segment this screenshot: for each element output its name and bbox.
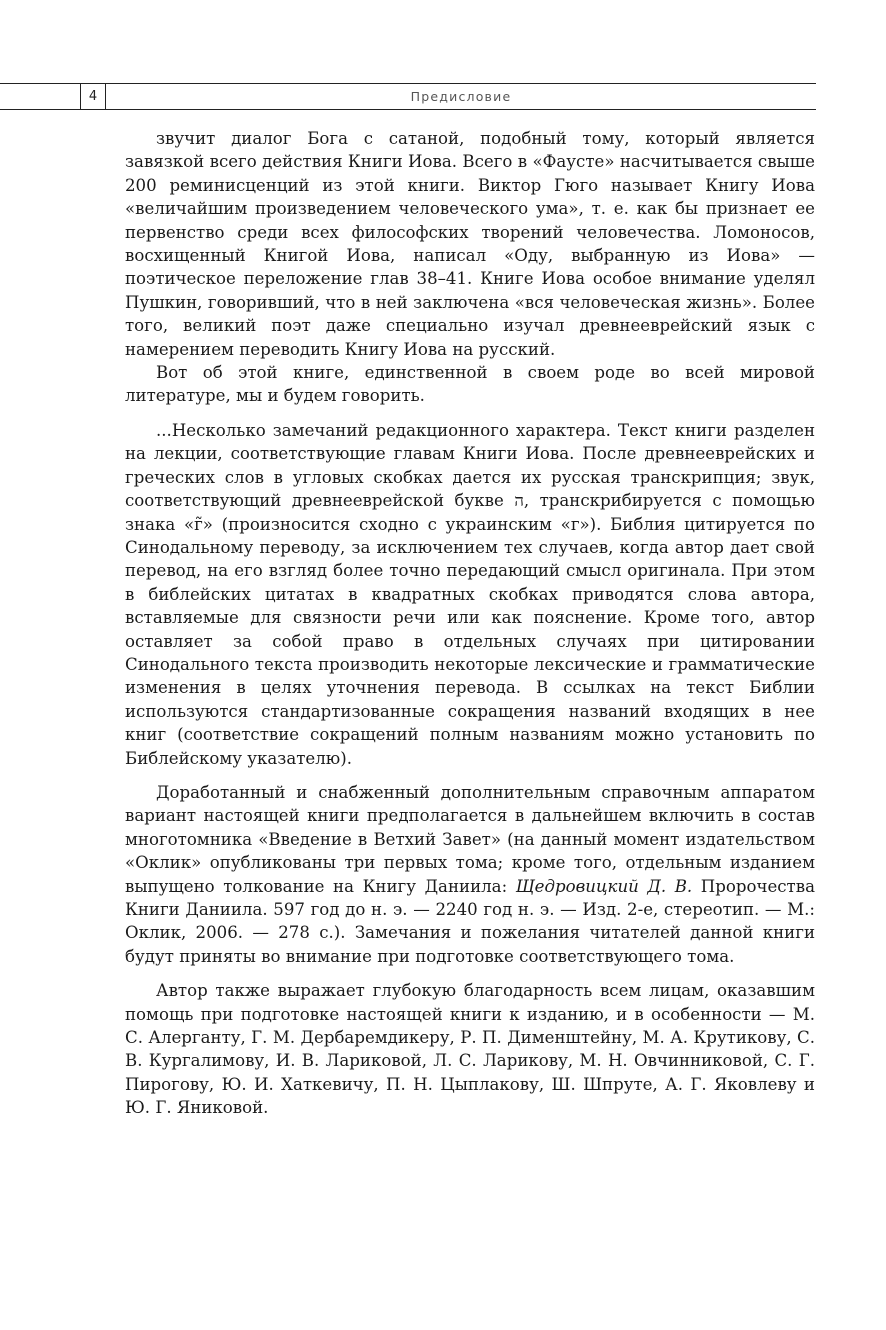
section-title: Предисловие xyxy=(410,89,512,104)
page-number: 4 xyxy=(80,84,106,109)
paragraph-intro-conclusion: Вот об этой книге, единственной в своем роде во всей мировой литературе, мы и будем говорить. xyxy=(125,363,815,406)
paragraph-faust: звучит диалог Бога с сатаной, подобный тому, который является завязкой всего действия Книги Иова. Всего в «Фаусте» насчитывается свыше 200 реминисценций из этой книги. Виктор Гюго называет Книгу Иова «величайшим произведением человеческого ума», т. е. как бы признает ее первенство среди всех философских творений человечества. Ломоносов, восхищенный Книгой Иова, написал «Оду, выбранную из Иова» — поэтическое переложение глав 38–41. Книге Иова особое внимание уделял Пушкин, говоривший, что в ней заключена «вся человеческая жизнь». Более того, великий поэт даже специально изучал древнееврейский язык с намерением переводить Книгу Иова на русский. xyxy=(125,129,815,359)
paragraph-editorial-notes: ...Несколько замечаний редакционного характера. Текст книги разделен на лекции, соответствующие главам Книги Иова. После древнееврейских и греческих слов в угловых скобках дается их русская транскрипция; звук, соответствующий древнееврейской букве ה, транскрибируется с помощью знака «г̃» (произносится сходно с украинским «г»). Библия цитируется по Синодальному переводу, за исключением тех случаев, когда автор дает свой перевод, на его взгляд более точно передающий смысл оригинала. При этом в библейских цитатах в квадратных скобках приводятся слова автора, вставляемые для связности речи или как пояснение. Кроме того, автор оставляет за собой право в отдельных случаях при цитировании Синодального текста производить некоторые лексические и грамматические изменения в целях уточнения перевода. В ссылках на текст Библии используются стандартизованные сокращения названий входящих в нее книг (соответствие сокращений полным названиям можно установить по Библейскому указателю). xyxy=(125,420,815,768)
paragraph-acknowledgements: Автор также выражает глубокую благодарность всем лицам, оказавшим помощь при подготовке настоящей книги к изданию, и в особенности — М. С. Алерганту, Г. М. Дербаремдикеру, Р. П. Дименштейну, М. А. Крутикову, С. В. Кургалимову, И. В. Лариковой, Л. С. Ларикову, М. Н. Овчинниковой, С. Г. Пирогову, Ю. И. Хаткевичу, П. Н. Цыплакову, Ш. Шпруте, А. Г. Яковлеву и Ю. Г. Яниковой. xyxy=(125,981,815,1118)
paragraph-future-edition-end: Пророчества Книги Даниила. 597 год до н. э. — 2240 год н. э. — Изд. 2-е, стереотип. — М.: Оклик, 2006. — 278 с.). Замечания и пожелания читателей данной книги будут приняты во внимание при подготовке соответствующего тома. xyxy=(125,876,815,966)
text-block-3 xyxy=(125,781,815,968)
text-block-4 xyxy=(125,979,815,1119)
text-block-1 xyxy=(125,127,815,408)
running-header xyxy=(0,83,816,110)
paragraph-future-edition xyxy=(125,781,815,968)
text-block-2 xyxy=(125,419,815,770)
body-text xyxy=(125,127,815,1120)
author-reference: Щедровицкий Д. В. xyxy=(515,876,693,896)
paragraph-future-edition-start: Доработанный и снабженный дополнительным справочным аппаратом вариант настоящей книги предполагается в дальнейшем включить в состав многотомника «Введение в Ветхий Завет» (на данный момент издательством «Оклик» опубликованы три первых тома; кроме того, отдельным изданием выпущено толкование на Книгу Даниила: xyxy=(125,782,815,896)
